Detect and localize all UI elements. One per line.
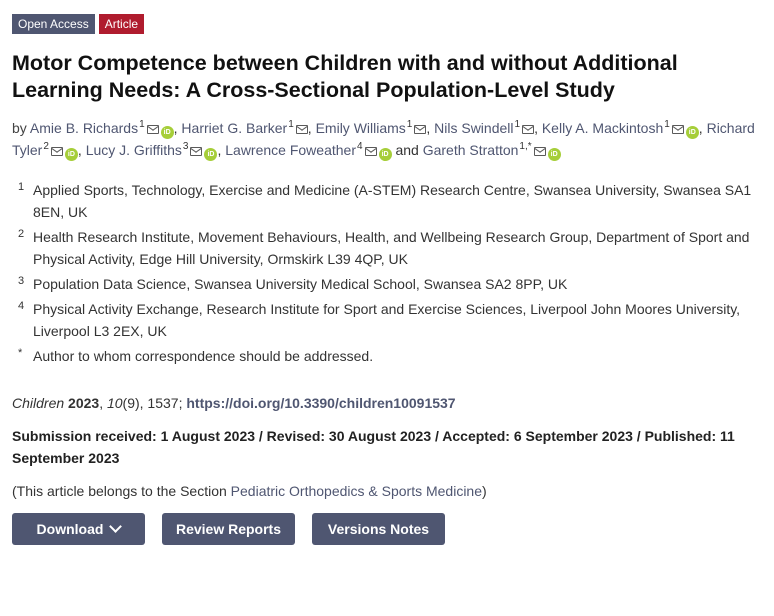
badges	[12, 14, 762, 34]
author-name[interactable]: Emily Williams	[315, 120, 406, 136]
email-icon[interactable]	[365, 147, 377, 156]
author-name[interactable]: Harriet G. Barker	[181, 120, 288, 136]
email-icon[interactable]	[522, 125, 534, 134]
section-note-suffix: )	[482, 483, 487, 499]
author-separator: ,	[698, 120, 703, 136]
affiliation-number: 3	[18, 275, 25, 287]
email-icon[interactable]	[147, 125, 159, 134]
affiliation-number: 4	[18, 300, 25, 312]
author-affiliation-sup: 2	[43, 141, 49, 153]
affiliation-list	[12, 179, 762, 367]
email-icon[interactable]	[414, 125, 426, 134]
affiliation-item	[12, 273, 762, 295]
author-affiliation-sup: 1	[139, 119, 145, 131]
author-separator: ,	[307, 120, 312, 136]
affiliation-item	[12, 226, 762, 270]
author	[542, 120, 707, 136]
email-icon[interactable]	[51, 147, 63, 156]
citation-year: 2023	[68, 395, 100, 411]
article-title: Motor Competence between Children with and without Additional Learning Needs: A Cross-Sectional Population-Level Study	[12, 51, 678, 102]
affiliation-text: Author to whom correspondence should be addressed.	[33, 348, 374, 364]
author-name[interactable]: Gareth Stratton	[422, 142, 519, 158]
article-type-badge: Article	[99, 14, 144, 34]
author	[30, 120, 182, 136]
section-note	[12, 481, 762, 501]
and-label: and	[395, 142, 419, 158]
author-name[interactable]: Lawrence Foweather	[225, 142, 356, 158]
author-affiliation-sup: 1	[406, 119, 413, 131]
section-link[interactable]: Pediatric Orthopedics & Sports Medicine	[230, 483, 483, 499]
author	[225, 142, 395, 158]
email-icon[interactable]	[534, 147, 546, 156]
affiliation-number: 2	[18, 228, 25, 240]
orcid-icon[interactable]: iD	[548, 148, 561, 161]
chevron-down-icon	[110, 520, 123, 533]
orcid-icon[interactable]: iD	[65, 148, 78, 161]
author-name[interactable]: Amie B. Richards	[29, 120, 139, 136]
email-icon[interactable]	[190, 147, 202, 156]
author	[316, 120, 435, 136]
author	[86, 142, 226, 158]
citation: Children 2023, 10(9), 1537; https://doi.org/10.3390/children10091537	[12, 395, 456, 411]
affiliation-text: Population Data Science, Swansea University Medical School, Swansea SA2 8PP, UK	[33, 276, 568, 292]
author-separator: ,	[534, 120, 538, 136]
email-icon[interactable]	[296, 125, 308, 134]
action-buttons	[12, 513, 762, 545]
email-icon[interactable]	[672, 125, 684, 134]
author-list	[12, 117, 762, 161]
journal-name: Children	[12, 395, 65, 411]
author-name[interactable]: Richard Tyler	[12, 120, 755, 158]
publication-dates: Submission received: 1 August 2023 / Revised: 30 August 2023 / Accepted: 6 September 2023 / Published: 11 September 2023	[12, 428, 735, 466]
review-reports-button[interactable]: Review Reports	[162, 513, 295, 545]
download-label: Download	[36, 521, 104, 537]
section-note-prefix: (This article belongs to the Section	[12, 483, 231, 499]
affiliation-number: 1	[18, 181, 25, 193]
author-name[interactable]: Nils Swindell	[434, 120, 514, 136]
affiliation-number: *	[18, 347, 23, 359]
author-separator: ,	[173, 120, 178, 136]
affiliation-text: Health Research Institute, Movement Behaviours, Health, and Wellbeing Research Group, Department of Sport and Physical Activity, Edge Hill University, Ormskirk L39 4QP, UK	[33, 229, 750, 267]
author-separator: ,	[217, 142, 222, 158]
author	[434, 120, 542, 136]
author-name[interactable]: Kelly A. Mackintosh	[541, 120, 664, 136]
orcid-icon[interactable]: iD	[379, 148, 392, 161]
author-affiliation-sup: 1	[664, 119, 670, 131]
by-label: by	[12, 120, 27, 136]
author-name[interactable]: Lucy J. Griffiths	[85, 142, 182, 158]
orcid-icon[interactable]: iD	[161, 126, 174, 139]
affiliation-text: Physical Activity Exchange, Research Institute for Sport and Exercise Sciences, Liverpool John Moores University, Liverpool L3 2EX, UK	[33, 301, 741, 339]
citation-issue-pages: (9), 1537;	[122, 395, 183, 411]
orcid-icon[interactable]: iD	[686, 126, 699, 139]
affiliation-item	[12, 345, 762, 367]
author-affiliation-sup: 1,*	[519, 141, 532, 153]
versions-notes-button[interactable]: Versions Notes	[312, 513, 445, 545]
author-affiliation-sup: 4	[357, 141, 363, 153]
affiliation-item	[12, 298, 762, 342]
download-button[interactable]	[12, 513, 145, 545]
author-separator: ,	[77, 142, 82, 158]
author-affiliation-sup: 1	[288, 119, 294, 131]
author-affiliation-sup: 1	[514, 119, 521, 131]
orcid-icon[interactable]: iD	[204, 148, 217, 161]
author	[423, 142, 561, 158]
author-affiliation-sup: 3	[182, 141, 189, 153]
doi-link[interactable]: https://doi.org/10.3390/children10091537	[186, 395, 456, 411]
affiliation-item	[12, 179, 762, 223]
author	[181, 120, 315, 136]
open-access-badge[interactable]: Open Access	[12, 14, 95, 34]
citation-volume: 10	[106, 395, 123, 411]
affiliation-text: Applied Sports, Technology, Exercise and Medicine (A-STEM) Research Centre, Swansea University, Swansea SA1 8EN, UK	[33, 182, 752, 220]
author-separator: ,	[426, 120, 431, 136]
